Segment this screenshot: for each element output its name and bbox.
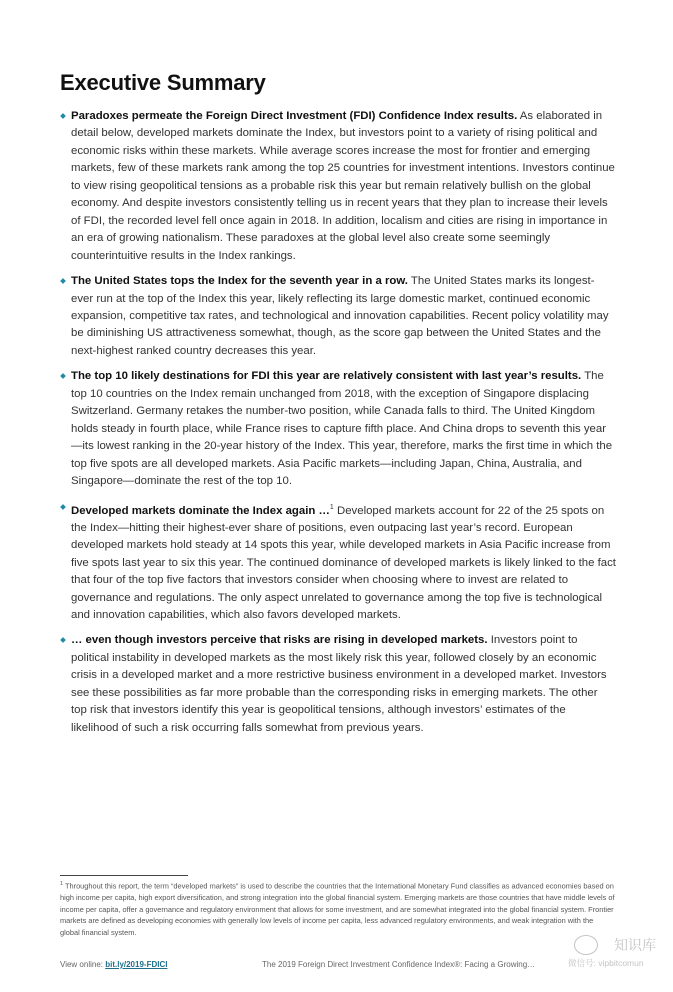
wechat-icon [574,935,598,955]
footnote-reference[interactable]: 1 [329,503,334,511]
bullet-diamond-icon [60,278,66,284]
summary-bullet-list [60,108,616,737]
summary-bullet [60,632,616,737]
bullet-lead: Developed markets dominate the Index again … [71,504,330,517]
bullet-lead: The top 10 likely destinations for FDI this year are relatively consistent with last year’s results. [71,370,582,383]
bullet-diamond-icon [60,113,66,119]
watermark-name: 知识库 [614,937,656,953]
footnote-text: Throughout this report, the term “developed markets” is used to describe the countries that the International Monetary Fund classifies as advanced economies based on high income per capita, high export diversification, and strong integration into the global financial system. Emerging markets are those countries that have middle levels of income per capita, offer a governance and regulatory environment that allows for some investment, and are somewhat integrated into the global financial system. Frontier markets are defined as developing economies with generally low levels of income per capita, less advanced regulatory environments, and weak integration with the global financial system. [60,881,615,937]
bullet-lead: Paradoxes permeate the Foreign Direct Investment (FDI) Confidence Index results. [71,110,518,122]
summary-bullet [60,273,616,360]
watermark [568,933,658,977]
footnote-divider [60,875,188,876]
footer-view-online [60,960,167,969]
summary-bullet [60,108,616,265]
bullet-text: As elaborated in detail below, developed markets dominate the Index, but investors point to a variety of rising political and economic risks within these markets. While average scores increase the most for frontier and emerging markets, few of these markets rank among the top 25 countries for investment intentions. Investors continue to view rising geopolitical tensions as a probable risk this year but remain relatively bullish on the global economy. And despite investors consistently telling us in recent years that they plan to increase their levels of FDI, the recorded level fell once again in 2018. In addition, localism and cities are rising in importance in an era of growing nationalism. These paradoxes at the global level also create some seemingly counterintuitive results in the Index rankings. [71,110,615,262]
view-online-label: View online: [60,960,106,969]
summary-bullet [60,368,616,490]
bullet-text: Developed markets account for 22 of the 25 spots on the Index—hitting their highest-ever share of positions, even outpacing last year’s record. European developed markets hold steady at 14 spots this year, while developed markets in Asia Pacific increase from five spots last year to six this year. The continued dominance of developed markets is likely linked to the fact that four of the top five factors that investors consider when choosing where to invest are related to governance and regulations. The only aspect unrelated to governance among the top five is technological and innovation capabilities, which also favors developed markets. [71,504,616,622]
bullet-text: The top 10 countries on the Index remain unchanged from 2018, with the exception of Singapore displacing Switzerland. Germany retakes the number-two position, while Canada falls to third. The United Kingdom holds steady in fourth place, while France rises to capture fifth place. And China drops to seventh this year—its lowest ranking in the 20-year history of the Index. This year, therefore, marks the first time in which the top five spots are all developed markets. Asia Pacific markets—including Japan, China, Australia, and Singapore—dominate the rest of the top 10. [71,370,613,488]
footer-report-title: The 2019 Foreign Direct Investment Confidence Index®: Facing a Growing… [262,960,536,969]
footnote [60,879,615,938]
summary-bullet [60,499,616,625]
bullet-lead: The United States tops the Index for the seventh year in a row. [71,275,408,288]
bullet-diamond-icon [60,374,66,380]
view-online-link[interactable]: bit.ly/2019-FDICI [105,960,168,969]
watermark-sub: 微信号: vipbitcomun [568,958,644,968]
bullet-lead: … even though investors perceive that risks are rising in developed markets. [71,634,488,647]
bullet-text: Investors point to political instability in developed markets as the most likely risk this year, followed closely by an economic crisis in a developed market and a more restrictive business environment in a developed market. Investors see these possibilities as far more probable than the corresponding risks in emerging markets. The other top risk that investors identify this year is geopolitical tensions, although investors’ estimates of the likelihood of such a risk occurring falls somewhat from previous years. [71,634,607,734]
footnote-marker: 1 [60,881,64,887]
bullet-diamond-icon [60,504,66,510]
page-title: Executive Summary [60,70,266,95]
bullet-diamond-icon [60,638,66,644]
bullet-text: The United States marks its longest-ever run at the top of the Index this year, likely reflecting its large domestic market, continued economic expansion, competitive tax rates, and technological and innovation capabilities. Recent policy volatility may be diminishing US attractiveness somewhat, though, as the score gap between the United States and the next-highest ranked country decreases this year. [71,275,609,357]
